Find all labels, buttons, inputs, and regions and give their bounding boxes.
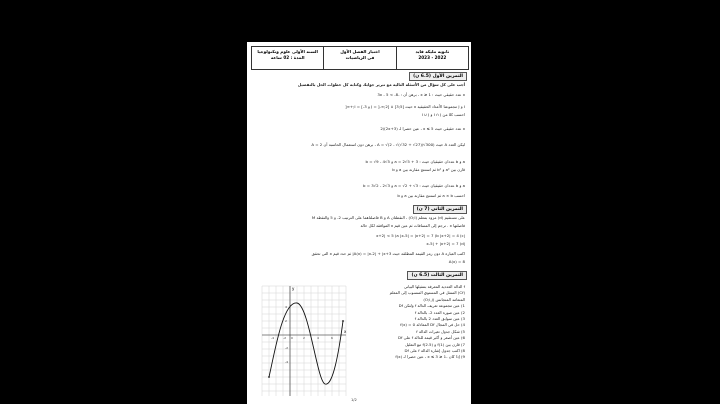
curve-start-point — [268, 376, 270, 378]
exercise1-line: ليكن العدد A حيث A = √(2 - √(√32 + √27)/√300) ، برهن دون استعمال الحاسبة أن A = 2 — [311, 142, 465, 147]
exercise1-title: التمرين الأول (6.5 ن) — [409, 72, 467, 81]
curve-end-point — [342, 320, 344, 322]
exam-paper — [247, 42, 471, 404]
exercise3-question: 3) عين سوابق العدد 2 بالدالة f — [414, 316, 465, 322]
exercise2-line: |x+2| < 5 (a |x-5| = |x+2| = 7 (b |x+2| = 4 (c — [376, 233, 465, 238]
exercise3-text — [357, 284, 465, 361]
header-center-line2: في الرياضيات — [345, 55, 375, 60]
exercise3-question: 4) حل في المجال Df المعادلة f(x) = 0 — [400, 322, 465, 328]
header-right-line2: 2023 - 2022 — [418, 55, 447, 60]
function-graph — [257, 281, 352, 401]
exercise2-line: |x-5| + |x+2| = 7 (d — [426, 241, 465, 246]
y-tick-label: 2 — [285, 319, 287, 323]
exercise1-line: a و b عددان حقيقيان حيث : a = √2 + √3 و b = 3√2 - 2√3 — [363, 183, 465, 188]
exercise3-question: 8) اكتب جدول إشارة الدالة f على Df — [404, 348, 465, 354]
header-center — [323, 47, 395, 69]
exercise3-question: 1) عين مجموعة تعريف الدالة f ولتكن Df — [398, 303, 465, 309]
header-right-line1: ثانوية مليكة قايد — [415, 49, 450, 54]
header-left — [252, 47, 323, 69]
exercise2-line: اكتب العبارة A دون رمز القيمة المطلقة حيث A(x) = |x-2| + |x+3| ثم حدد قيم x التي تحقق — [311, 251, 465, 256]
y-tick-label: -4 — [285, 360, 288, 364]
header-left-line2: المدة : 02 ساعة — [270, 55, 305, 60]
header-center-line1: اختبار الفصل الأول — [340, 49, 380, 54]
exercise3-intro-line: (Cf) الممثل في المستوي المنسوب إلى المعلم — [389, 290, 465, 296]
x-tick-label: 4 — [317, 336, 319, 340]
exercise3-question: 2) عين صورة العدد 2- بالدالة f — [414, 309, 465, 315]
y-tick-label: 4 — [285, 305, 287, 309]
exercise3-intro-line: f الدالة العددية المعرفة بتمثيلها البياني — [403, 284, 465, 289]
graph-grid — [262, 286, 346, 396]
exercise3-question: 5) شكل جدول تغيرات الدالة f — [416, 328, 465, 334]
exercise2-line: فاصلتها x . ترجم إلى المسافات ثم عين قيم x الموافقة لكل حالة — [360, 223, 465, 228]
exam-header — [251, 46, 469, 70]
exercise3-question: 6) عين أصغر و أكبر قيمة للدالة f على Df — [398, 335, 465, 341]
x-tick-label: 0 — [291, 336, 293, 340]
x-tick-label: 2 — [303, 336, 305, 340]
exercise1-line: x عدد حقيقي حيث x ≤ 5 ، عين حصرا لـ (2x+3)/2 — [380, 126, 465, 131]
exercise1-line: احسب a × b ثم استنتج مقارنة بين a و b — [397, 193, 465, 198]
exercise3-title: التمرين الثالث (6.5 ن) — [407, 271, 467, 280]
exercise3-question: 9) إذا كان -1 ≤ x ≤ 3 ، عين حصرا لـ f(x) — [395, 354, 465, 360]
exercise1-line: a و b عددان حقيقيان حيث : a = 2√5 + 3 و b = √9 - 4√5 — [365, 159, 465, 164]
function-graph-svg — [257, 281, 352, 401]
page-number: 1/2 — [351, 398, 357, 402]
header-left-line1: السنة الأولى علوم وتكنولوجيا — [257, 49, 318, 54]
exercise3-intro-line: المتعامد المتجانس (O;i,j) — [423, 296, 465, 302]
header-right — [396, 47, 468, 69]
x-tick-label: -2 — [283, 336, 286, 340]
y-tick-label: -2 — [285, 346, 288, 350]
exercise1-line: x عدد حقيقي حيث : x ≥ 1 ، برهن أن : -3x - 5 < -8 — [377, 92, 465, 97]
exercise2-line: على مستقيم (d) مزود بمعلم (O;I) ، النقطتان A و B فاصلتاهما على الترتيب 2- و 5 والنقطة M — [311, 215, 465, 220]
exercise2-line: A(x) = 8 — [448, 259, 465, 264]
exercise1-line: قارن بين a² و b² ثم استنتج مقارنة بين a و b — [392, 167, 465, 172]
x-axis-label: x — [344, 329, 347, 334]
exercise1-intro: أجب على كل سؤال من الأسئلة التالية مع تبرير جوابك وكتابة كل خطوات الحل بالتفصيل — [297, 82, 465, 87]
exercise3-question: 7) قارن بين f(1) و f(2.5) مع التعليل — [405, 341, 465, 347]
y-axis-label: y — [292, 286, 295, 291]
x-tick-label: 6 — [331, 336, 333, 340]
exercise1-line: احسب كلا من I ∩ J و I ∪ J — [421, 112, 465, 117]
exercise2-title: التمرين الثاني (7 ن) — [413, 205, 467, 214]
exercise1-line: I و J مجموعتا الأعداد الحقيقية x حيث J = ]-∞;2[ ∪ [3;5] و I = [-3;+∞[ — [345, 104, 465, 109]
x-tick-label: -4 — [271, 336, 274, 340]
